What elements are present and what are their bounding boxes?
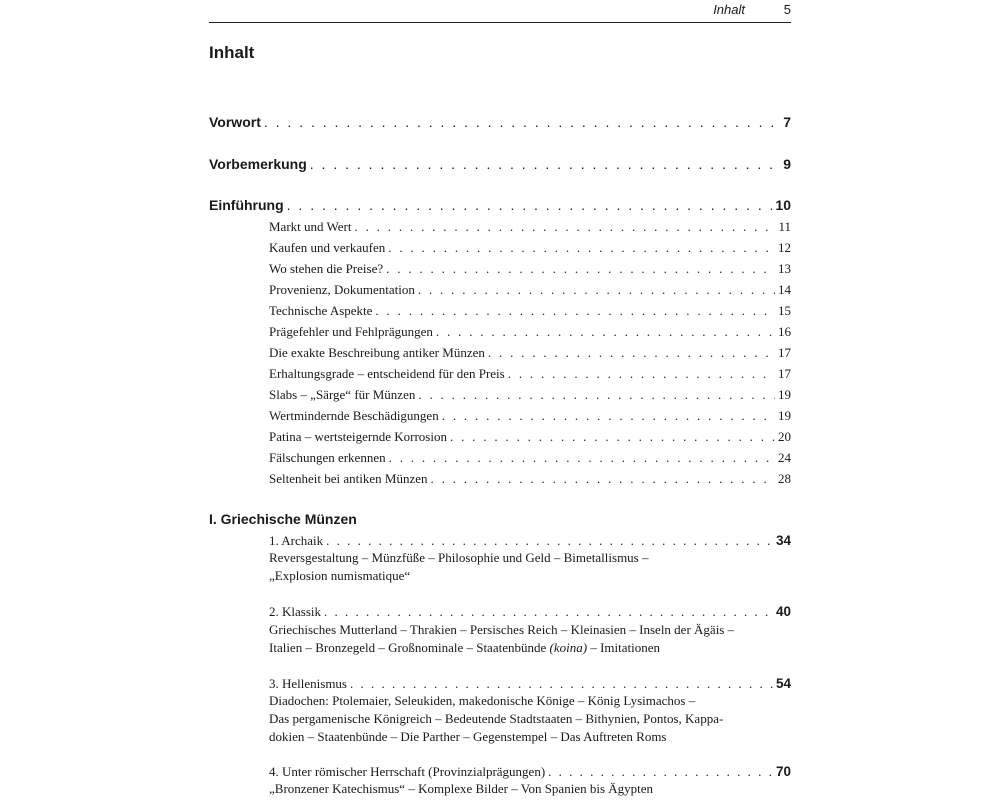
toc-subentry[interactable] [269,408,791,424]
leader-dots [418,282,775,298]
toc-entry-page: 9 [783,156,791,172]
toc-entry-title: Vorwort [209,114,261,130]
leader-dots [287,197,773,213]
leader-dots [386,261,775,277]
toc-entry-klassik[interactable] [269,604,791,620]
toc-subentry-title: Wo stehen die Preise? [269,261,384,276]
toc-entry-page: 34 [775,533,791,548]
toc-entry-hellenismus[interactable] [269,676,791,692]
toc-subentry[interactable] [269,324,791,340]
toc-subentry-title: Patina – wertsteigernde Korrosion [269,429,447,444]
toc-subentry[interactable] [269,429,791,445]
leader-dots [418,387,775,403]
toc-entry-title: Einführung [209,197,284,213]
toc-subentry-title: Erhaltungsgrade – entscheidend für den Preis [269,366,505,381]
toc-entry-page: 10 [775,197,791,213]
toc-entry-description [269,780,791,798]
toc-subentry-title: Markt und Wert [269,219,352,234]
toc-subentry-page: 17 [778,366,791,381]
toc-subentry-page: 19 [778,387,791,402]
toc-subentry-page: 12 [778,240,791,255]
leader-dots [354,219,775,235]
toc-subentry-title: Die exakte Beschreibung antiker Münzen [269,345,485,360]
toc-entry-title: 1. Archaik [269,533,324,548]
toc-subentry-title: Kaufen und verkaufen [269,240,386,255]
description-line [269,639,791,657]
toc-subentry-title: Prägefehler und Fehlprägungen [269,324,433,339]
description-line: „Bronzener Katechismus“ – Komplexe Bilder – Von Spanien bis Ägypten [269,781,654,796]
toc-entry-page: 7 [783,114,791,130]
toc-subentry-title: Seltenheit bei antiken Münzen [269,471,428,486]
book-page [209,0,791,800]
toc-subentry-title: Wertmindernde Beschädigungen [269,408,439,423]
leader-dots [548,764,773,780]
toc-subentry[interactable] [269,450,791,466]
toc-subentry[interactable] [269,303,791,319]
toc-subentry-title: Provenienz, Dokumentation [269,282,415,297]
toc-entry-page: 54 [775,676,791,691]
toc-subentry-page: 15 [778,303,791,318]
leader-dots [350,676,773,692]
toc-entry-page: 70 [775,764,791,779]
toc-entry-roemische-herrschaft[interactable] [269,764,791,780]
leader-dots [488,345,775,361]
toc-subentry-page: 17 [778,345,791,360]
description-line: Das pergamenische Königreich – Bedeutende Stadtstaaten – Bithynien, Pontos, Kappa- [269,711,724,726]
leader-dots [264,114,780,130]
leader-dots [450,429,775,445]
toc-subentry[interactable] [269,345,791,361]
toc-entry-page: 40 [775,604,791,619]
description-italic-term: (koina) [549,640,588,655]
description-line: dokien – Staatenbünde – Die Parther – Gegenstempel – Das Auftreten Roms [269,729,667,744]
leader-dots [389,450,775,466]
toc-subentry[interactable] [269,471,791,487]
toc-subentry-page: 14 [778,282,791,297]
toc-subentry-page: 13 [778,261,791,276]
description-line: „Explosion numismatique“ [269,568,411,583]
toc-subentry-page: 20 [778,429,791,444]
toc-entry-title: 3. Hellenismus [269,676,347,691]
toc-subentry-title: Slabs – „Särge“ für Münzen [269,387,416,402]
toc-subentry-page: 24 [778,450,791,465]
leader-dots [430,471,775,487]
description-text: – Imitationen [587,640,660,655]
toc-entry-description [269,692,791,746]
toc-entry-title: 2. Klassik [269,604,321,619]
toc-subentry[interactable] [269,366,791,382]
toc-subentry-page: 28 [778,471,791,486]
leader-dots [326,533,773,549]
running-head [209,0,791,23]
leader-dots [388,240,775,256]
toc-subentry-page: 11 [778,219,791,234]
description-line: Reversgestaltung – Münzfüße – Philosophie und Geld – Bimetallismus – [269,550,649,565]
toc-entry-description [269,549,791,585]
toc-entry-title: 4. Unter römischer Herrschaft (Provinzialprägungen) [269,764,546,779]
running-head-page-number: 5 [783,2,791,17]
toc-entry-description [269,621,791,657]
toc-subentry-title: Technische Aspekte [269,303,373,318]
description-text: Italien – Bronzegeld – Großnominale – Staatenbünde [269,640,550,655]
description-line: Diadochen: Ptolemaier, Seleukiden, makedonische Könige – König Lysimachos – [269,693,696,708]
toc-subentry-page: 16 [778,324,791,339]
toc-subentry[interactable] [269,261,791,277]
toc-entry-vorbemerkung[interactable] [209,156,791,172]
toc-entry-title: Vorbemerkung [209,156,307,172]
toc-entry-archaik[interactable] [269,533,791,549]
leader-dots [442,408,775,424]
toc-entry-einfuehrung[interactable] [209,197,791,213]
toc-subentry[interactable] [269,240,791,256]
toc-subentry[interactable] [269,282,791,298]
running-head-title: Inhalt [713,2,745,17]
leader-dots [310,156,780,172]
leader-dots [508,366,775,382]
toc-subentry[interactable] [269,219,791,235]
leader-dots [324,604,773,620]
description-line: Griechisches Mutterland – Thrakien – Persisches Reich – Kleinasien – Inseln der Ägäis – [269,622,735,637]
toc-subentry[interactable] [269,387,791,403]
toc-heading: Inhalt [209,43,255,62]
toc-entry-vorwort[interactable] [209,114,791,130]
toc-subentry-page: 19 [778,408,791,423]
leader-dots [375,303,775,319]
leader-dots [436,324,775,340]
toc-subentry-title: Fälschungen erkennen [269,450,386,465]
section-heading: I. Griechische Münzen [209,511,357,527]
